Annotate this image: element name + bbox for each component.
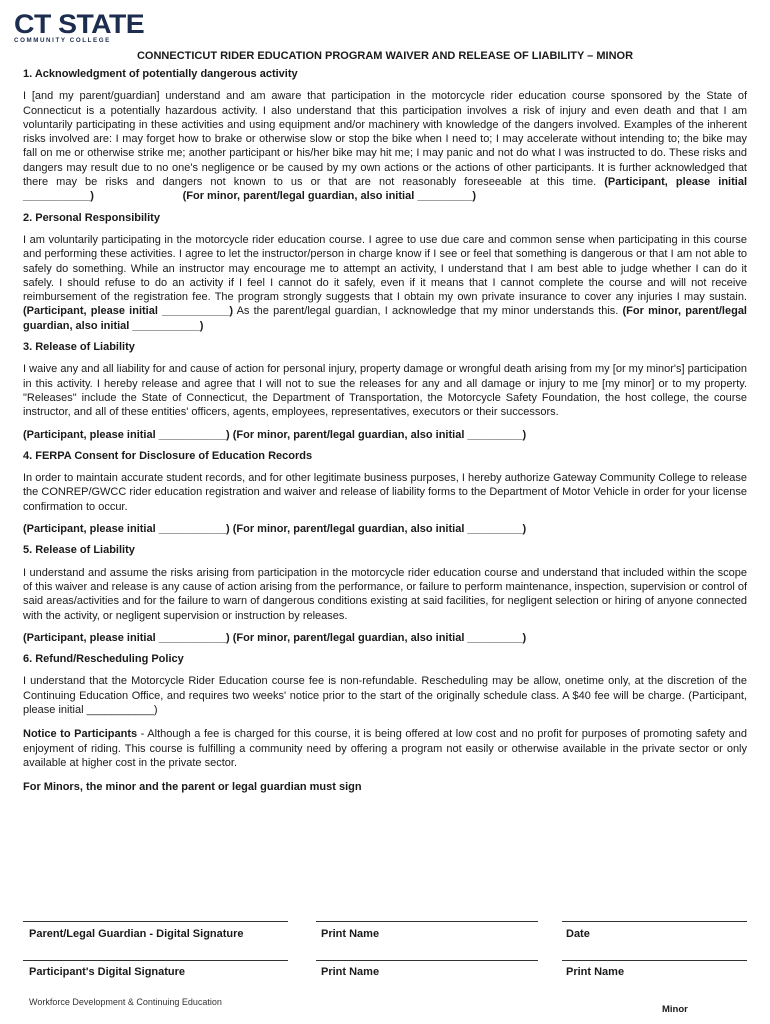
guardian-print-name-line[interactable] bbox=[316, 921, 538, 922]
footer-department: Workforce Development & Continuing Education bbox=[29, 997, 222, 1007]
section-3-body: I waive any and all liability for and cause of action for personal injury, property damage or wrongful death arising from my [or my minor's] participation in this activity. I hereby release and agree that I will not to sue the releases for any and all damage or injury to me [my minor] or to my property. "Releases" include the State of Connecticut, the Department of Transportation, the Motorcycle Safety Foundation, the host college, the course instructor, and all of these entities' officers, agents, employees, representatives, executors or their successors. bbox=[23, 363, 747, 419]
waiver-content bbox=[23, 67, 747, 794]
section-3-heading: 3. Release of Liability bbox=[23, 341, 135, 354]
section-1-heading: 1. Acknowledgment of potentially dangerous activity bbox=[23, 68, 298, 80]
section-2-guardian-initial: (For minor, parent/legal guardian, also initial ___________) bbox=[23, 305, 747, 332]
participant-print-name-label: Print Name bbox=[321, 966, 380, 978]
section-6-heading: 6. Refund/Rescheduling Policy bbox=[23, 653, 184, 666]
section-1-body bbox=[23, 89, 747, 203]
section-2-participant-initial: (Participant, please initial ___________) bbox=[23, 305, 234, 318]
ct-state-logo bbox=[14, 9, 145, 45]
section-1-participant-initial: (Participant, please initial ___________) bbox=[23, 176, 747, 203]
section-1-text: I [and my parent/guardian] understand and am aware that participation in the motorcycle rider education course sponsored by the State of Connecticut is a potentially hazardous activity. I also understand that this participation involves a risk of injury and even death and that I am voluntarily participating in these activities and using equipment and/or machinery with knowledge of the dangers involved. Examples of the inherent risks involved are: I may forget how to brake or otherwise slow or stop the bike when I need to; I may accelerate without intending to; the bike may fall on me or otherwise strike me; another participant or his/her bike may hit me; I may panic and not do what I was instructed to do. These risks and dangers may result due to no one's negligence or be caused by my own actions or the actions of other participants. It is further acknowledged that there may be risks and dangers not known to us or that are not reasonably foreseeable at this time. bbox=[23, 90, 747, 189]
notice-text: - Although a fee is charged for this course, it is being offered at low cost and no profit for purposes of promoting safety and enjoyment of riding. This course is fulfilling a community need by offering a program not easily or otherwise available in the private sector or only available at higher cost in the private sector. bbox=[23, 728, 748, 769]
notice-label: Notice to Participants bbox=[23, 728, 138, 741]
section-6-body: I understand that the Motorcycle Rider Education course fee is non-refundable. Rescheduling may be allow, onetime only, at the discretion of the Continuing Education Office, and requires two weeks' notice prior to the start of the originally schedule class. A $40 fee will be charge. (Participant, please initial ___________) bbox=[23, 675, 747, 716]
document-title: CONNECTICUT RIDER EDUCATION PROGRAM WAIVER AND RELEASE OF LIABILITY – MINOR bbox=[136, 50, 634, 62]
section-2-guardian-text: As the parent/legal guardian, I acknowledge that my minor understands this. bbox=[233, 305, 623, 318]
section-2-body bbox=[23, 233, 747, 333]
section-5-heading: 5. Release of Liability bbox=[23, 544, 135, 557]
logo-wordmark: CT STATE bbox=[14, 9, 145, 39]
section-4-initials: (Participant, please initial ___________) (For minor, parent/legal guardian, also initial _________) bbox=[23, 523, 527, 536]
minor-print-name-label: Print Name bbox=[566, 966, 625, 978]
section-5-initials: (Participant, please initial ___________) (For minor, parent/legal guardian, also initial _________) bbox=[23, 631, 527, 644]
participant-signature-line[interactable] bbox=[23, 960, 288, 961]
notice-to-participants bbox=[23, 727, 747, 770]
guardian-signature-line[interactable] bbox=[23, 921, 288, 922]
participant-signature-label: Participant's Digital Signature bbox=[29, 966, 186, 978]
guardian-print-name-label: Print Name bbox=[321, 928, 380, 940]
date-label: Date bbox=[566, 928, 590, 940]
section-4-body: In order to maintain accurate student records, and for other legitimate business purposes, I hereby authorize Gateway Community College to release the CONREP/GWCC rider education registration and waiver and release of liability forms to the Department of Motor Vehicle in order for your license confirmation to occur. bbox=[23, 472, 747, 513]
date-line[interactable] bbox=[562, 921, 747, 922]
section-4-heading: 4. FERPA Consent for Disclosure of Education Records bbox=[23, 449, 313, 462]
section-3-initials: (Participant, please initial ___________) (For minor, parent/legal guardian, also initial _________) bbox=[23, 428, 527, 441]
section-5-body: I understand and assume the risks arising from participation in the motorcycle rider education course and understand that included within the scope of this waiver and release is any cause of action arising from the performance, or failure to perform maintenance, inspection, supervision or control of said areas/activities and for the failure to warn of dangerous conditions existing at said facilities, for negligent selection or hiring of anyone connected with the activity, or negligent supervision or instruction by releases. bbox=[23, 566, 747, 622]
section-1-guardian-initial: (For minor, parent/legal guardian, also initial _________) bbox=[182, 190, 477, 203]
minor-label: Minor bbox=[662, 1004, 688, 1015]
participant-print-name-line[interactable] bbox=[316, 960, 538, 961]
minor-print-name-line[interactable] bbox=[562, 960, 747, 961]
minors-signing-note: For Minors, the minor and the parent or legal guardian must sign bbox=[23, 781, 362, 794]
logo-subtitle: COMMUNITY COLLEGE bbox=[14, 37, 111, 44]
section-2-text: I am voluntarily participating in the motorcycle rider education course. I agree to use due care and common sense when participating in this course and performing these activities. I agree to let the instructor/person in charge know if I see or feel that something is dangerous or that I am not able to safely do something. While an instructor may encourage me to attempt an activity, I understand that I am best able to judge whether I can do it safely. I should refuse to do an activity if I feel I cannot do it safely, even if it means that I cannot complete the course and will not receive reimbursement of the registration fee. The program strongly suggests that I obtain my own private insurance to cover any injuries I may sustain. bbox=[23, 233, 747, 304]
section-2-heading: 2. Personal Responsibility bbox=[23, 211, 160, 224]
guardian-signature-label: Parent/Legal Guardian - Digital Signature bbox=[29, 928, 244, 940]
